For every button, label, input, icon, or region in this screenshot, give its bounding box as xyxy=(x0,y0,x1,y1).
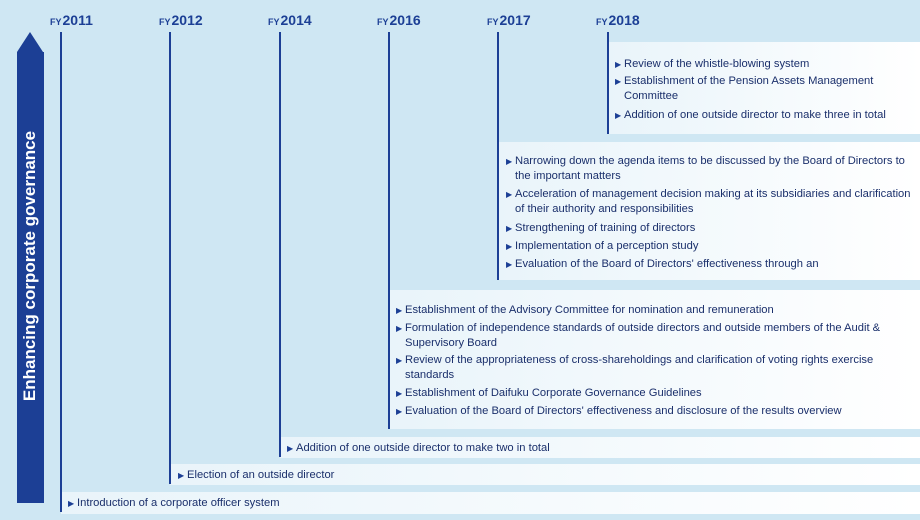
bullet-triangle-icon: ▶ xyxy=(506,157,513,166)
arrow-label: Enhancing corporate governance xyxy=(20,130,39,402)
fy2017-item: ▶ Narrowing down the agenda items to be discussed by the Board of Directors to the important matters xyxy=(506,155,905,182)
year-2011: FY2011 xyxy=(50,12,93,28)
bullet-triangle-icon: ▶ xyxy=(396,324,403,333)
fy2018-item: ▶ Review of the whistle-blowing system xyxy=(615,58,810,70)
fy2017-item: ▶ Strengthening of training of directors xyxy=(506,222,696,234)
bullet-triangle-icon: ▶ xyxy=(178,471,185,480)
timeline-line-2011 xyxy=(60,32,62,512)
bullet-triangle-icon: ▶ xyxy=(506,190,513,199)
fy2012-item: ▶ Election of an outside director xyxy=(178,469,335,481)
bullet-triangle-icon: ▶ xyxy=(615,111,622,120)
fy2011-item: ▶ Introduction of a corporate officer system xyxy=(68,497,280,509)
timeline-line-2012 xyxy=(169,32,171,484)
arrow-head xyxy=(17,32,43,52)
fy2016-item: ▶ Evaluation of the Board of Directors' effectiveness and disclosure of the results overview xyxy=(396,405,842,417)
fy2017-item: ▶ Implementation of a perception study xyxy=(506,240,699,252)
fy2016-item: ▶ Establishment of the Advisory Committee for nomination and remuneration xyxy=(396,304,774,316)
fy2017-item: ▶ Evaluation of the Board of Directors' effectiveness through an xyxy=(506,258,819,270)
timeline-line-2016 xyxy=(388,32,390,429)
bullet-triangle-icon: ▶ xyxy=(396,407,403,416)
fy2018-item: ▶ Addition of one outside director to make three in total xyxy=(615,109,886,121)
bullet-triangle-icon: ▶ xyxy=(68,499,75,508)
year-2016: FY2016 xyxy=(377,12,421,28)
fy2016-item: ▶ Formulation of independence standards of outside directors and outside members of the Audit & Supervisory Board xyxy=(396,322,881,349)
bullet-triangle-icon: ▶ xyxy=(287,444,294,453)
timeline-line-2014 xyxy=(279,32,281,457)
year-2018: FY2018 xyxy=(596,12,640,28)
timeline-line-2018 xyxy=(607,32,609,134)
bullet-triangle-icon: ▶ xyxy=(506,260,513,269)
bullet-triangle-icon: ▶ xyxy=(615,60,622,69)
fy2014-item: ▶ Addition of one outside director to make two in total xyxy=(287,442,550,454)
year-2012: FY2012 xyxy=(159,12,203,28)
bullet-triangle-icon: ▶ xyxy=(396,306,403,315)
bullet-triangle-icon: ▶ xyxy=(506,242,513,251)
timeline-line-2017 xyxy=(497,32,499,280)
bullet-triangle-icon: ▶ xyxy=(396,356,403,365)
fy2017-item: ▶ Acceleration of management decision making at its subsidiaries and clarification of their authority and responsibilities xyxy=(506,188,911,215)
fy2016-item: ▶ Establishment of Daifuku Corporate Governance Guidelines xyxy=(396,387,702,399)
fy2018-item: ▶ Establishment of the Pension Assets Management Committee xyxy=(615,75,874,102)
year-2017: FY2017 xyxy=(487,12,531,28)
bullet-triangle-icon: ▶ xyxy=(506,224,513,233)
year-2014: FY2014 xyxy=(268,12,312,28)
fy2016-item: ▶ Review of the appropriateness of cross-shareholdings and clarification of voting rights exercise standards xyxy=(396,354,874,381)
bullet-triangle-icon: ▶ xyxy=(615,77,622,86)
bullet-triangle-icon: ▶ xyxy=(396,389,403,398)
